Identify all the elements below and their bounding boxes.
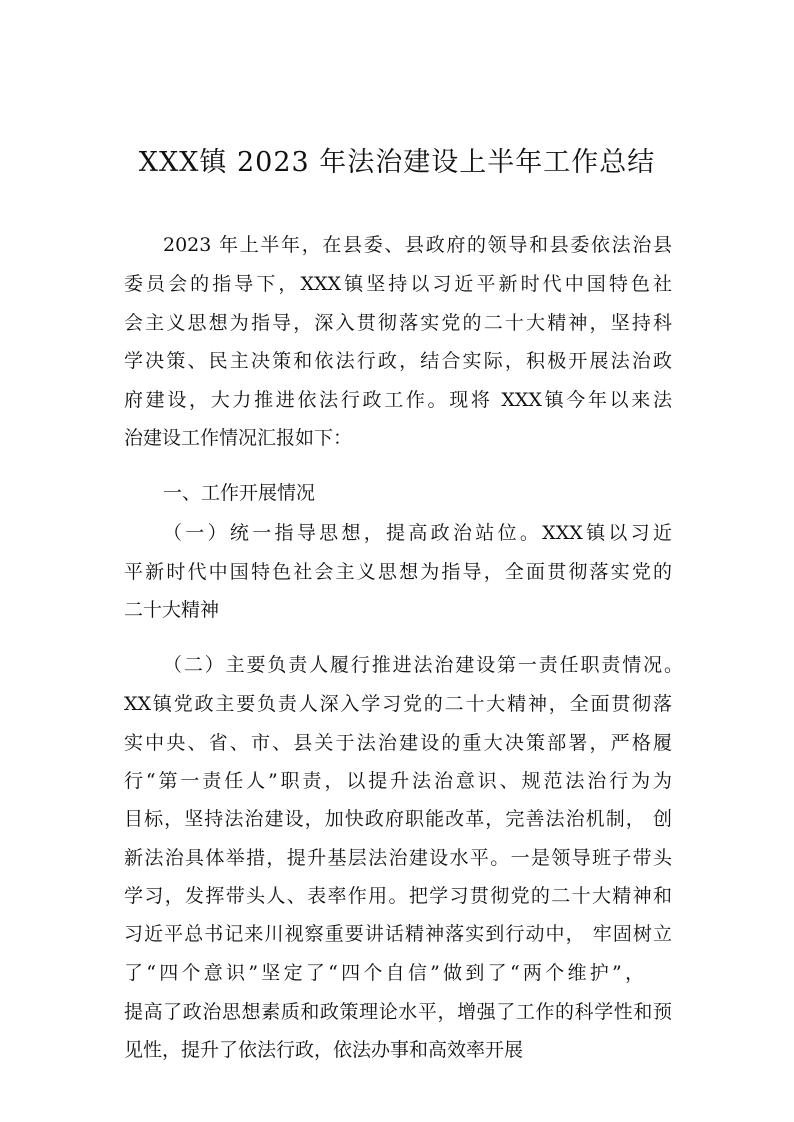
- text-line: 学习，发挥带头人、表率作用。把学习贯彻党的二十大精神和: [124, 885, 672, 907]
- text-line: XX镇党政主要负责人深入学习党的二十大精神，全面贯彻落: [124, 693, 672, 715]
- text-line: 新法治具体举措，提升基层法治建设水平。一是领导班子带头: [124, 847, 672, 869]
- text-line: 目标，坚持法治建设，加快政府职能改革，完善法治机制， 创: [124, 808, 672, 830]
- text-line: 实中央、省、市、县关于法治建设的重大决策部署，严格履: [124, 732, 672, 754]
- text-line: 习近平总书记来川视察重要讲话精神落实到行动中， 牢固树立: [124, 923, 672, 945]
- text-line: 了“四个意识”坚定了“四个自信”做到了“两个维护”，: [124, 962, 644, 984]
- text-line: 委员会的指导下，XXX镇坚持以习近平新时代中国特色社: [124, 273, 672, 295]
- text-line: （一）统一指导思想，提高政治站位。XXX镇以习近: [163, 522, 672, 544]
- text-line: 提高了政治思想素质和政策理论水平，增强了工作的科学性和预: [124, 1001, 672, 1023]
- document-title: XXX镇 2023 年法治建设上半年工作总结: [138, 147, 656, 178]
- text-line: 学决策、民主决策和依法行政，结合实际，积极开展法治政: [124, 350, 672, 372]
- text-line: 见性，提升了依法行政，依法办事和高效率开展: [124, 1039, 524, 1061]
- text-line: 二十大精神: [124, 599, 220, 621]
- text-line: 府建设，大力推进依法行政工作。现将 XXX镇今年以来法: [124, 389, 672, 411]
- section-heading: 一、工作开展情况: [163, 482, 316, 504]
- text-line: 2023 年上半年，在县委、县政府的领导和县委依法治县: [163, 234, 672, 256]
- text-line: 治建设工作情况汇报如下：: [124, 427, 353, 449]
- text-line: 平新时代中国特色社会主义思想为指导，全面贯彻落实党的: [124, 561, 672, 583]
- text-line: （二）主要负责人履行推进法治建设第一责任职责情况。: [163, 654, 683, 676]
- text-line: 行“第一责任人”职责，以提升法治意识、规范法治行为为: [124, 770, 672, 792]
- text-line: 会主义思想为指导，深入贯彻落实党的二十大精神，坚持科: [124, 312, 672, 334]
